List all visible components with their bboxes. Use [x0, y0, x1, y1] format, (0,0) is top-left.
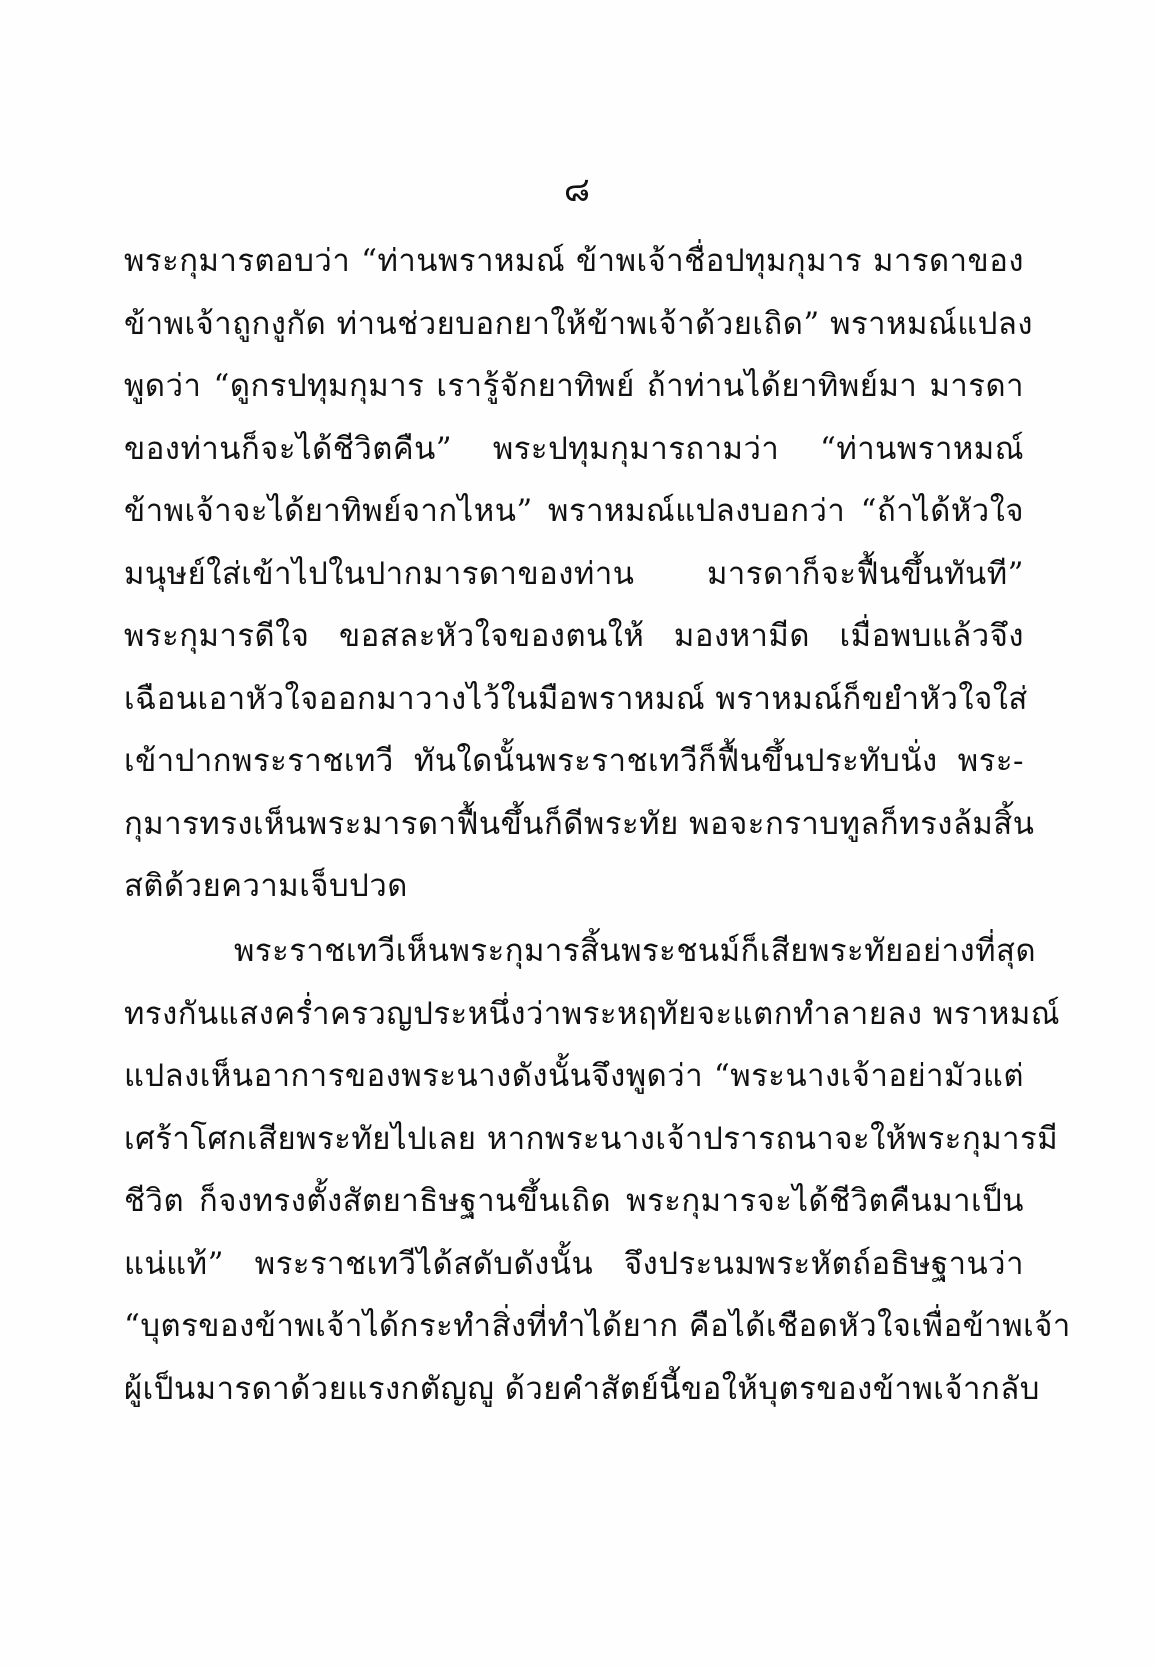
- text-line: ข้าพเจ้าถูกงูกัด ท่านช่วยบอกยาให้ข้าพเจ้าด้วยเถิด” พราหมณ์แปลง: [124, 305, 1033, 342]
- text-line: ของท่านก็จะได้ชีวิตคืน” พระปทุมกุมารถามว่า “ท่านพราหมณ์: [124, 430, 1024, 467]
- text-line: แน่แท้” พระราชเทวีได้สดับดังนั้น จึงประนมพระหัตถ์อธิษฐานว่า: [124, 1245, 1024, 1282]
- text-line: พระกุมารตอบว่า “ท่านพราหมณ์ ข้าพเจ้าชื่อปทุมกุมาร มารดาของ: [124, 243, 1024, 279]
- text-line: แปลงเห็นอาการของพระนางดังนั้นจึงพูดว่า “พระนางเจ้าอย่ามัวแต่: [124, 1058, 1024, 1094]
- text-line: มนุษย์ใส่เข้าไปในปากมารดาของท่าน มารดาก็จะฟื้นขึ้นทันที”: [124, 555, 1024, 592]
- text-line: สติด้วยความเจ็บปวด: [124, 868, 408, 904]
- text-line: เข้าปากพระราชเทวี ทันใดนั้นพระราชเทวีก็ฟื้นขึ้นประทับนั่ง พระ-: [124, 743, 1024, 779]
- text-line: เฉือนเอาหัวใจออกมาวางไว้ในมือพราหมณ์ พราหมณ์ก็ขยำหัวใจใส่: [124, 680, 1028, 717]
- text-line: ทรงกันแสงคร่ำครวญประหนึ่งว่าพระหฤทัยจะแตกทำลายลง พราหมณ์: [124, 995, 1061, 1032]
- text-line: พระกุมารดีใจ ขอสละหัวใจของตนให้ มองหามีด เมื่อพบแล้วจึง: [124, 618, 1024, 654]
- text-line: พระราชเทวีเห็นพระกุมารสิ้นพระชนม์ก็เสียพระทัยอย่างที่สุด: [234, 933, 1037, 969]
- text-line: ชีวิต ก็จงทรงตั้งสัตยาธิษฐานขึ้นเถิด พระกุมารจะได้ชีวิตคืนมาเป็น: [124, 1183, 1024, 1219]
- text-line: พูดว่า “ดูกรปทุมกุมาร เรารู้จักยาทิพย์ ถ้าท่านได้ยาทิพย์มา มารดา: [124, 368, 1024, 404]
- paragraph-1: [124, 230, 1035, 918]
- text-line: กุมารทรงเห็นพระมารดาฟื้นขึ้นก็ดีพระทัย พอจะกราบทูลก็ทรงล้มสิ้น: [124, 805, 1035, 842]
- paragraph-2: [124, 920, 1071, 1420]
- text-line: “บุตรของข้าพเจ้าได้กระทำสิ่งที่ทำได้ยาก คือได้เชือดหัวใจเพื่อข้าพเจ้า: [124, 1308, 1071, 1344]
- page-number: ๘: [563, 170, 591, 210]
- text-line: ผู้เป็นมารดาด้วยแรงกตัญญู ด้วยคำสัตย์นี้ขอให้บุตรของข้าพเจ้ากลับ: [124, 1370, 1040, 1407]
- text-line: เศร้าโศกเสียพระทัยไปเลย หากพระนางเจ้าปรารถนาจะให้พระกุมารมี: [124, 1120, 1059, 1157]
- text-line: ข้าพเจ้าจะได้ยาทิพย์จากไหน” พราหมณ์แปลงบอกว่า “ถ้าได้หัวใจ: [124, 493, 1024, 529]
